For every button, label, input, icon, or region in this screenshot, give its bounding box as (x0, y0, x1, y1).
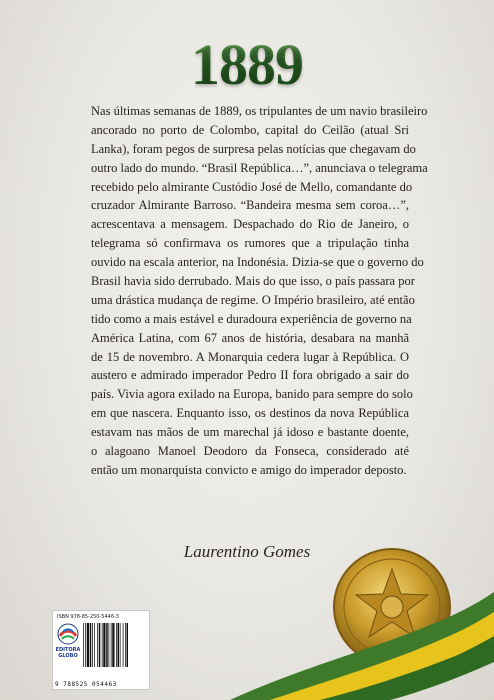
synopsis-line: ancorado no porto de Colombo, capital do Ceilão (atual Sri (91, 122, 409, 137)
author-name: Laurentino Gomes (183, 542, 311, 561)
isbn-label: ISBN 978-85-250-5446-3 (57, 614, 119, 620)
synopsis-line: de 15 de novembro. A Monarquia cedera lugar à República. O (91, 349, 409, 364)
synopsis-line: Nas últimas semanas de 1889, os tripulantes de um navio brasileiro (91, 104, 428, 118)
synopsis-line: telegrama só confirmava os rumores que a tripulação tinha (91, 236, 409, 251)
publisher-logo-icon (57, 623, 79, 645)
barcode-icon (81, 621, 145, 677)
synopsis-line: país. Vivia agora exilado na Europa, banido para sempre do solo (91, 387, 413, 402)
synopsis-text (91, 102, 428, 480)
synopsis-line: uma drástica mudança de regime. O Império brasileiro, até então (91, 292, 415, 307)
synopsis-line: Lanka), foram pegos de surpresa pelas notícias que chegavam do (91, 141, 416, 156)
synopsis-line: acrescentava a mensagem. Despachado do Rio de Janeiro, o (91, 217, 409, 232)
synopsis-line: então um monarquista convicto e amigo do imperador deposto. (91, 462, 407, 477)
synopsis-line: outro lado do mundo. “Brasil República…”, anunciava o telegrama (91, 160, 428, 175)
publisher-name: EDITORA GLOBO (55, 647, 81, 659)
gold-coin-icon (334, 549, 450, 665)
barcode-number: 9 788525 054463 (55, 681, 117, 688)
isbn-barcode-box (52, 610, 150, 690)
synopsis-line: Brasil havia sido derrubado. Mais do que isso, o país passara por (91, 274, 415, 289)
synopsis-line: ouvido na escala anterior, na Indonésia. Dizia-se que o governo do (91, 255, 424, 270)
synopsis-line: o alagoano Manoel Deodoro da Fonseca, considerado até (91, 444, 409, 459)
synopsis-line: estavam nas mãos de um marechal já idoso e bastante doente, (91, 425, 409, 440)
synopsis-line: cruzador Almirante Barroso. “Bandeira mesma sem coroa…”, (91, 198, 409, 213)
synopsis-line: recebido pelo almirante Custódio José de Mello, comandante do (91, 179, 413, 194)
synopsis-line: austero e admirado imperador Pedro II fora obrigado a sair do (91, 368, 409, 383)
synopsis-line: em que nascera. Enquanto isso, os destinos da nova República (91, 406, 409, 421)
synopsis-line: América Latina, com 67 anos de história, desabara na manhã (91, 330, 409, 345)
synopsis-line: tido como a mais estável e duradoura experiência de governo na (91, 311, 412, 326)
book-title: 1889 (0, 36, 494, 94)
